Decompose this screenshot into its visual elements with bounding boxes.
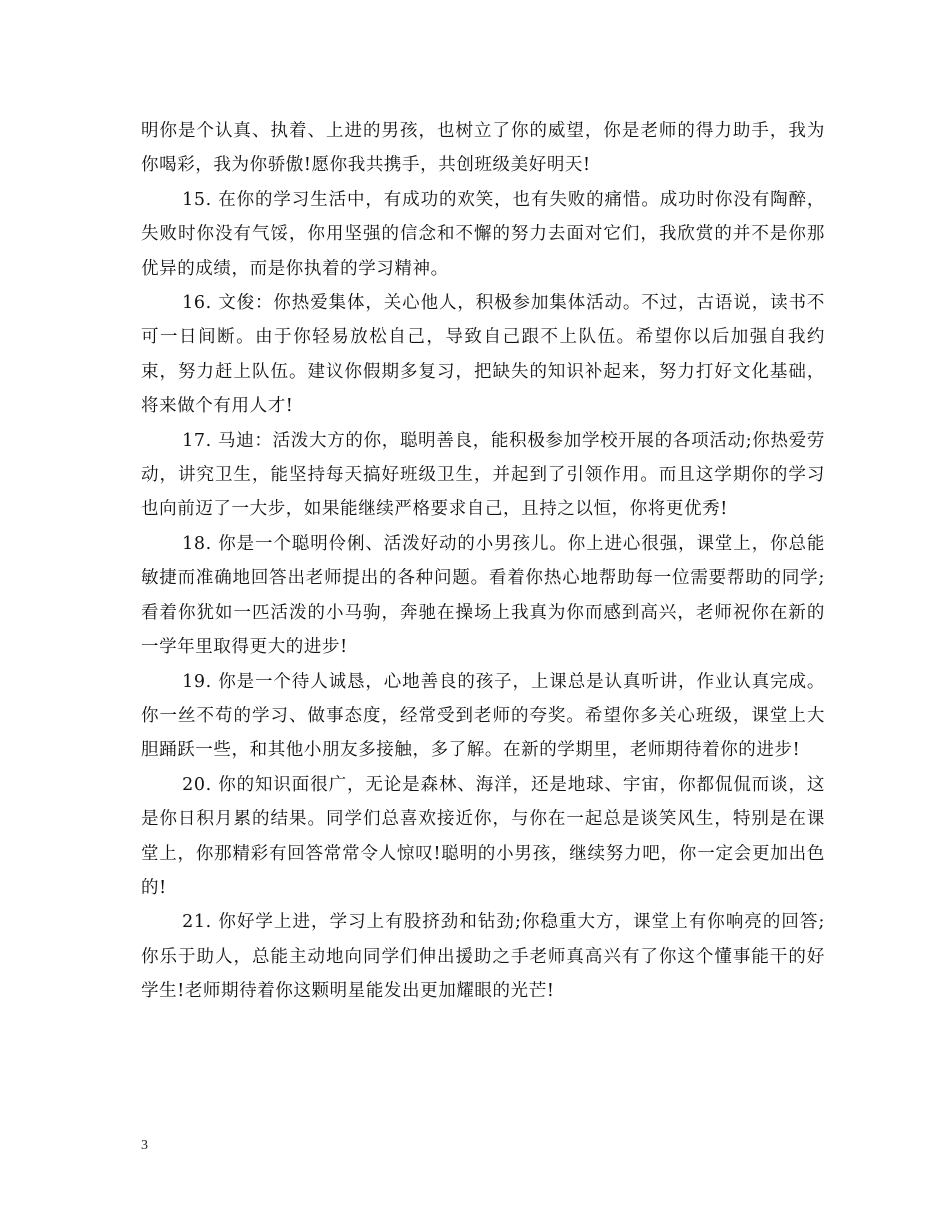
paragraph-15: 15. 在你的学习生活中，有成功的欢笑，也有失败的痛惜。成功时你没有陶醉，失败时你没有气馁，你用坚强的信念和不懈的努力去面对它们，我欣赏的并不是你那优异的成绩，而是你执着的学习精神。 [141, 189, 825, 279]
paragraph-20: 20. 你的知识面很广，无论是森林、海洋，还是地球、宇宙，你都侃侃而谈，这是你日积月累的结果。同学们总喜欢接近你，与你在一起总是谈笑风生，特别是在课堂上，你那精彩有回答常常令人惊叹!聪明的小男孩，继续努力吧，你一定会更加出色的! [141, 774, 825, 898]
document-body [141, 114, 825, 1009]
paragraph-16: 16. 文俊：你热爱集体，关心他人，积极参加集体活动。不过，古语说，读书不可一日间断。由于你轻易放松自己，导致自己跟不上队伍。希望你以后加强自我约束，努力赶上队伍。建议你假期多复习，把缺失的知识补起来，努力打好文化基础，将来做个有用人才! [141, 293, 825, 417]
paragraph-continuation: 明你是个认真、执着、上进的男孩，也树立了你的威望，你是老师的得力助手，我为你喝彩，我为你骄傲!愿你我共携手，共创班级美好明天! [141, 121, 825, 176]
paragraph-21: 21. 你好学上进，学习上有股挤劲和钻劲;你稳重大方，课堂上有你响亮的回答;你乐于助人，总能主动地向同学们伸出援助之手老师真高兴有了你这个懂事能干的好学生!老师期待着你这颗明星能发出更加耀眼的光芒! [141, 912, 825, 1002]
page-number: 3 [141, 1138, 148, 1153]
paragraph-18: 18. 你是一个聪明伶俐、活泼好动的小男孩儿。你上进心很强，课堂上，你总能敏捷而准确地回答出老师提出的各种问题。看着你热心地帮助每一位需要帮助的同学;看着你犹如一匹活泼的小马驹，奔驰在操场上我真为你而感到高兴，老师祝你在新的一学年里取得更大的进步! [141, 533, 825, 658]
paragraph-19: 19. 你是一个待人诚恳，心地善良的孩子，上课总是认真听讲，作业认真完成。你一丝不苟的学习、做事态度，经常受到老师的夸奖。希望你多关心班级，课堂上大胆踊跃一些，和其他小朋友多接触，多了解。在新的学期里，老师期待着你的进步! [141, 671, 825, 761]
paragraph-17: 17. 马迪：活泼大方的你，聪明善良，能积极参加学校开展的各项活动;你热爱劳动，讲究卫生，能坚持每天搞好班级卫生，并起到了引领作用。而且这学期你的学习也向前迈了一大步，如果能继续严格要求自己，且持之以恒，你将更优秀! [141, 430, 825, 520]
